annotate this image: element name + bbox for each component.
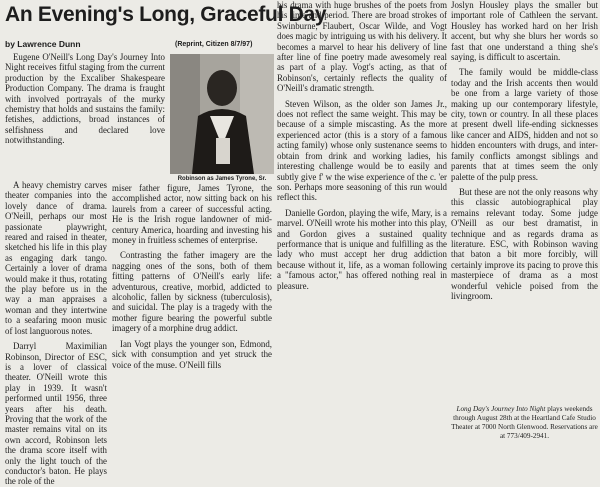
performance-note [451,405,598,441]
paragraph: But these are not the only reasons why this classic autobiographical play remains relevant today. Some judge O'Neill as our best dramatist, in technique and as regards drama as literature. ESC, with Robinson waving that baton a bit more forcibly, will certainly improve its pacing to prove this masterpiece of drama as a most wonderful vehicle poised from the livingroom. [451,186,598,301]
intro-column [5,52,165,170]
photo-caption: Robinson as James Tyrone, Sr. [177,176,267,182]
note-title: Long Day's Journey Into Night [456,405,546,413]
reprint-note: (Reprint, Citizen 8/7/97) [175,41,253,48]
actor-photo [170,54,274,174]
column-1 [5,180,107,487]
paragraph: Joslyn Housley plays the smaller but important role of Cathleen the servant. Housley has worked hard on her Irish accent, but why she blurs her words so fast that one understand a thing she's saying, is difficult to ascertain. [451,0,598,63]
paragraph: Contrasting the father imagery are the nagging ones of the sons, both of them fitting patterns of O'Neill's early life: adventurous, creative, morbid, addicted to alcoholic, fallen by sickness (tuberculosis), and suicidal. The play is a tragedy with the mother figure bearing the powerful subtle imagery of a morphine drug addict. [112,250,272,334]
intro-paragraph: Eugene O'Neill's Long Day's Journey Into Night receives fitful staging from the current production by the Excaliber Shakespeare Production Company. The drama is fraught with involved portrayals of the murky chemistry that holds and sustains the family: fetishes, addictions, broad instances of selfishness and declared love notwithstanding. [5,52,165,146]
note-text: plays weekends through August 28th at the Heartland Cafe Studio Theater at 7000 North Glenwood. Reservations are at 773/409-2941. [451,405,598,440]
paragraph: miser father figure, James Tyrone, the accomplished actor, now sitting back on his laurels from a career of successful acting. He is the Irish rogue landowner of mid-century America, hoarding and investing his money in fruitless schemes of enterprise. [112,183,272,246]
paragraph: Danielle Gordon, playing the wife, Mary, is a marvel. O'Neill wrote his mother into this play, and Gordon gives a sustained quality performance that is unique and fulfilling as the lady who must accept her drug addiction because without it, life, as a woman following a "famous actor," has offered nothing real in pleasure. [277,207,447,291]
column-2 [112,183,272,455]
column-3 [277,0,447,455]
paragraph: The family would be middle-class today and the Irish accents then would be one from a large variety of those making up our contemporary lifestyle, city, town or country. In all these places at present dwell life-ending sicknesses like cancer and AIDS, hidden and not so hidden encounters with drugs, and inter-family conflicts amongst siblings and parents that at times seem the only palette of the pulp press. [451,67,598,182]
headline: An Evening's Long, Graceful Day [5,3,327,26]
byline: by Lawrence Dunn [5,39,81,49]
paragraph: Darryl Maximilian Robinson, Director of ESC, is a lover of classical theater. O'Neill wrote this play in 1939. It wasn't performed until 1956, three years after his death. Proving that the work of the master remains vital on its own accord, Robinson lets the drama score itself with only the light touch of the conductor's baton. He plays the role of the [5,341,107,487]
paragraph: Ian Vogt plays the younger son, Edmond, sick with consumption and yet struck the voice of the muse. O'Neill fills [112,338,272,370]
column-4 [451,0,598,455]
paragraph: A heavy chemistry carves theater companies into the lovely dance of drama. O'Neill, perhaps our most passionate playwright, reared and raised in theater, sketched his life in this play as engaging dark tango. Certainly a lover of drama would make it thus, rotating the play before us in the way a man appraises a woman and they intertwine to a seafaring moon music of lost languorous notes. [5,180,107,336]
paragraph: his drama with huge brushes of the poets from his time and period. There are broad strokes of Swinburne, Flaubert, Oscar Wilde, and Vogt does magic by intriguing us with his delivery. It becomes a marvel to hear his delivery of line after line of fine poetry made awesomely real as part of a play. Vogt's acting, as that of Robinson's, certainly reflects the quality of O'Neill's dramatic strength. [277,0,447,94]
paragraph: Steven Wilson, as the older son James Jr., does not reflect the same weight. This may be because of a simple miscasting. As the more experienced actor (this is a story of a famous acting family) whose only sustenance seems to obtain from drink and working ladies, his interesting challenge would be to easily and subtly give f' w the wise experience of the c. 'er son. Perhaps more seasoning of this run would reflect this. [277,98,447,203]
photo-image [170,54,274,174]
